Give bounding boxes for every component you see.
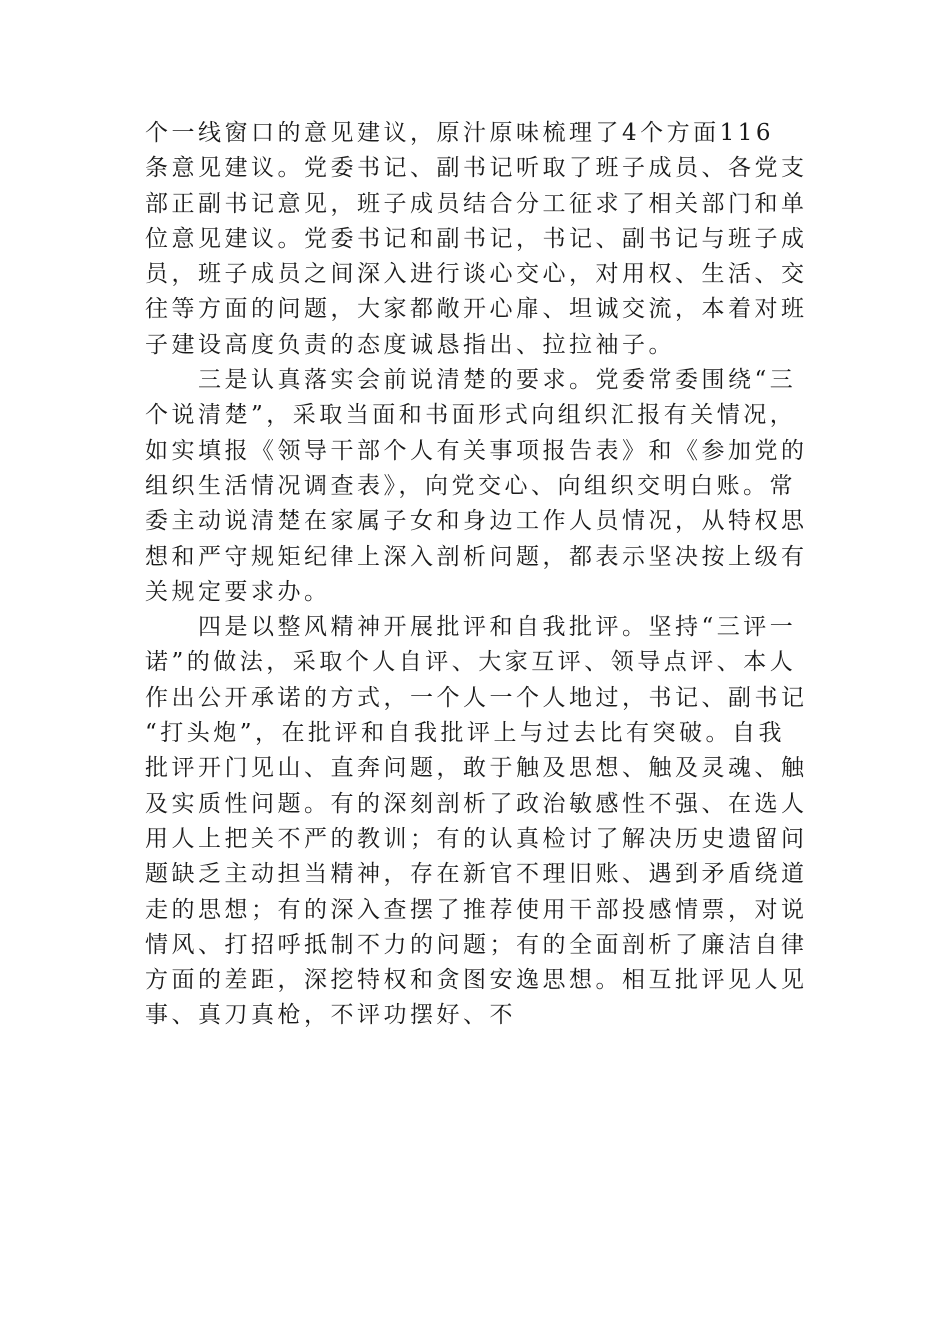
text-line: 诺”的做法，采取个人自评、大家互评、领导点评、本人 [145,649,797,676]
text-line: 组织生活情况调查表》，向党交心、向组织交明白账。常 [145,472,796,499]
text-line: 条意见建议。党委书记、副书记听取了班子成员、各党支 [145,155,808,182]
text-line: 批评开门见山、直奔问题，敢于触及思想、触及灵魂、触 [145,755,808,782]
paragraph-start-line: 三是认真落实会前说清楚的要求。党委常委围绕“三 [198,367,797,394]
text-line: 个一线窗口的意见建议，原汁原味梳理了4个方面116 [145,120,775,146]
text-line: 员，班子成员之间深入进行谈心交心，对用权、生活、交 [145,261,808,288]
text-line: 关规定要求办。 [145,578,331,605]
text-line: 作出公开承诺的方式，一个人一个人地过，书记、副书记 [145,684,808,711]
document-body [145,116,807,1034]
text-line: “打头炮”，在批评和自我批评上与过去比有突破。自我 [145,720,786,747]
text-line: 往等方面的问题，大家都敞开心扉、坦诚交流，本着对班 [145,296,808,323]
text-line: 位意见建议。党委书记和副书记，书记、副书记与班子成 [145,225,808,252]
text-line: 题缺乏主动担当精神，存在新官不理旧账、遇到矛盾绕道 [145,861,808,888]
text-line: 事、真刀真枪，不评功摆好、不 [145,1002,516,1029]
text-line: 想和严守规矩纪律上深入剖析问题，都表示坚决按上级有 [145,543,808,570]
text-line: 用人上把关不严的教训；有的认真检讨了解决历史遗留问 [145,825,808,852]
text-line: 子建设高度负责的态度诚恳指出、拉拉袖子。 [145,331,675,358]
text-line: 情风、打招呼抵制不力的问题；有的全面剖析了廉洁自律 [145,931,808,958]
text-line: 部正副书记意见，班子成员结合分工征求了相关部门和单 [145,190,808,217]
text-line: 及实质性问题。有的深刻剖析了政治敏感性不强、在选人 [145,790,808,817]
text-line: 委主动说清楚在家属子女和身边工作人员情况，从特权思 [145,508,808,535]
text-line: 个说清楚”，采取当面和书面形式向组织汇报有关情况， [145,402,797,429]
text-line: 方面的差距，深挖特权和贪图安逸思想。相互批评见人见 [145,967,808,994]
text-line: 如实填报《领导干部个人有关事项报告表》和《参加党的 [145,437,808,464]
text-line: 走的思想；有的深入查摆了推荐使用干部投感情票，对说 [145,896,808,923]
paragraph-start-line: 四是以整风精神开展批评和自我批评。坚持“三评一 [198,614,797,641]
